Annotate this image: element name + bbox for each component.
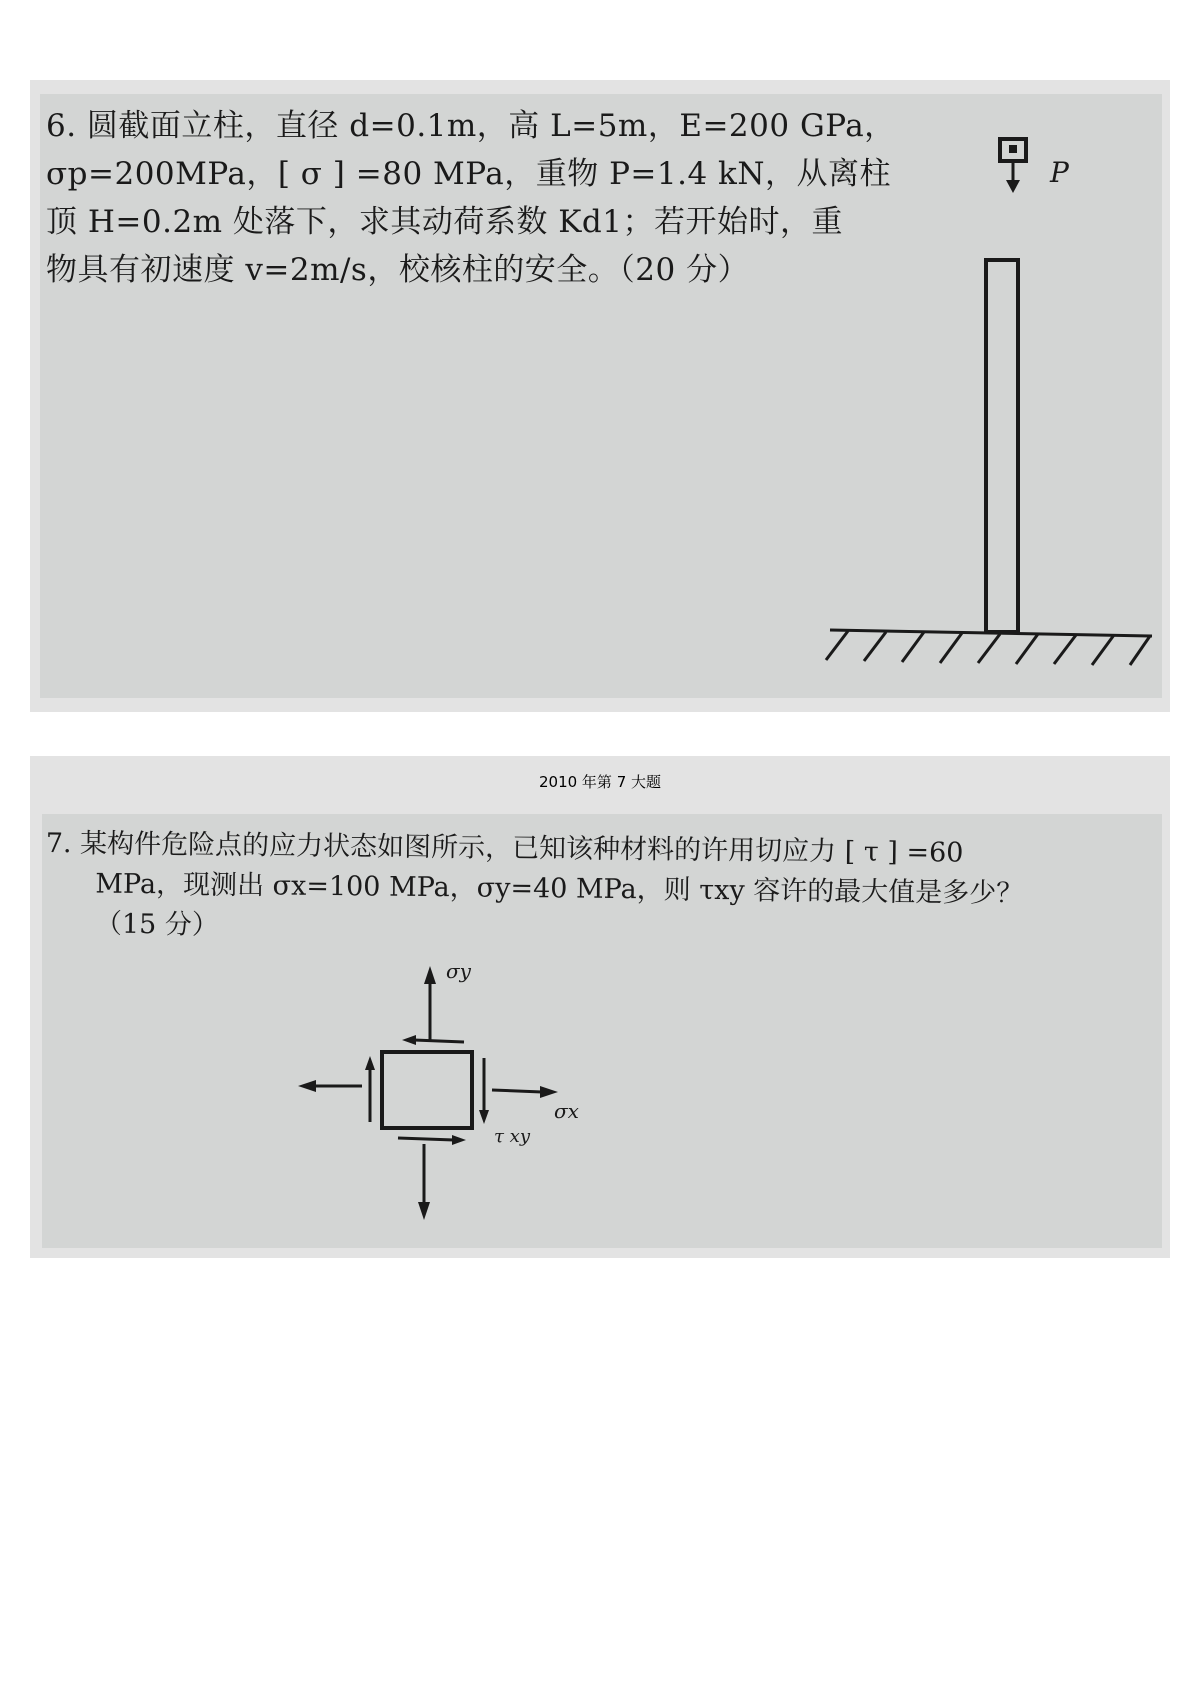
- shear-arrow-top: [414, 1040, 464, 1042]
- question-7-line-1: 7. 某构件危险点的应力状态如图所示，已知该种材料的许用切应力 [ τ ] =60: [45, 827, 964, 869]
- question-7-line-2: MPa，现测出 σx=100 MPa，σy=40 MPa，则 τxy 容许的最大值是多少？: [95, 868, 1024, 910]
- column-diagram: [40, 94, 1162, 698]
- stress-element: [382, 1052, 472, 1128]
- column: [986, 260, 1018, 632]
- question-7-line-3: （15 分）: [94, 908, 220, 941]
- question-7-photo: [42, 814, 1162, 1248]
- sigma-y-label: σy: [446, 959, 471, 983]
- load-label: P: [1050, 156, 1069, 189]
- question-6-line-3: 顶 H=0.2m 处落下，求其动荷系数 Kd1；若开始时，重: [46, 204, 843, 240]
- shear-arrow-bottom: [398, 1138, 454, 1140]
- question-6-photo: [40, 94, 1162, 698]
- sigma-x-label: σx: [554, 1099, 579, 1123]
- stress-element-diagram: [42, 814, 1162, 1248]
- question-7-caption: 2010 年第 7 大题: [538, 773, 662, 791]
- question-7-frame: [30, 756, 1170, 1258]
- question-6-line-1: 6. 圆截面立柱，直径 d=0.1m，高 L=5m，E=200 GPa，: [46, 108, 896, 144]
- tau-xy-label: τ xy: [494, 1126, 530, 1147]
- question-6-frame: [30, 80, 1170, 712]
- sigma-x-arrow-right: [492, 1090, 542, 1092]
- question-6-line-4: 物具有初速度 v=2m/s，校核柱的安全。（20 分）: [46, 252, 750, 288]
- question-6-line-2: σp=200MPa，[ σ ] =80 MPa，重物 P=1.4 kN，从离柱: [46, 156, 891, 192]
